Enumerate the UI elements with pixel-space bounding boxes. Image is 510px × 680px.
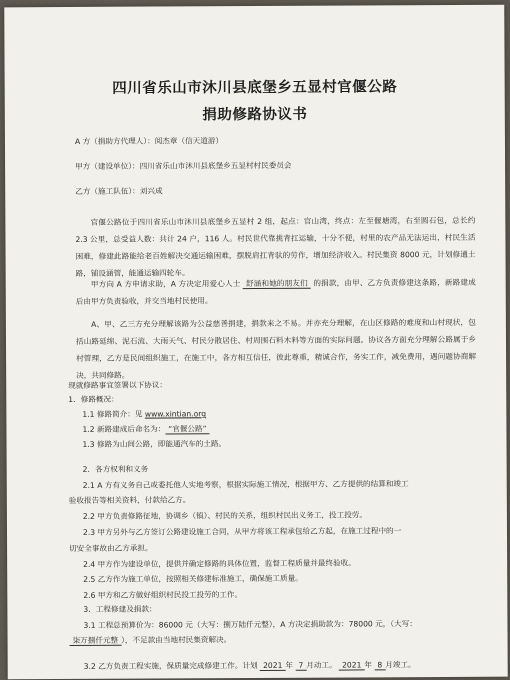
item-3-1-b-post: ），不足款由当地村民集资解决。 bbox=[121, 635, 232, 645]
item-2-6: 2.6 甲方和乙方做好组织村民投工投劳的工作。 bbox=[83, 590, 243, 600]
item-2-1-b: 验收报告等相关资料，付款给乙方。 bbox=[68, 495, 191, 505]
website-link[interactable]: www.xintian.org bbox=[144, 409, 207, 419]
para2-pre: 甲方向 A 方申请求助，A 方决定用爱心人士 bbox=[90, 279, 241, 289]
agreement-page bbox=[4, 5, 508, 680]
section1-heading: 1．修路概况： bbox=[68, 394, 119, 404]
donation-amount-words: 柒万捌仟元整 bbox=[70, 636, 122, 646]
item-2-3-a: 2.3 甲方另外与乙方签订公路建设施工合同，从甲方将该工程承包给乙方起，在施工过程中的一 bbox=[82, 526, 402, 537]
section2-heading: 2．各方权利和义务 bbox=[82, 464, 149, 474]
paragraph-understanding: A、甲、乙三方充分理解该路为公益慈善捐建，捐款来之不易。并亦充分理解，在山区修路的难度和山村现状，包括山路延绵、泥石流、大雨天气、村民分散居住、村周围石料木料等方面的实际问题。协议各方面充分理解公路属于乡村管理，乙方是民间组织施工，在施工中，各方相互信任，彼此尊重，精诚合作，务实工作，减免费用，遇问题协商解决，共同修路。 bbox=[75, 317, 477, 380]
item-2-4: 2.4 甲方作为建设单位，提供并确定修路的具体位置，监督工程质量并最终验收。 bbox=[83, 558, 356, 569]
doc-title-line1: 四川省乐山市沐川县底堡乡五显村官偃公路 bbox=[112, 79, 398, 97]
item-1-2-label: 1.2 新路建成后命名为： bbox=[82, 424, 166, 434]
item-1-1-label: 1.1 修路简介：见 bbox=[82, 409, 145, 419]
doc-title-line2: 捐助修路协议书 bbox=[202, 106, 308, 124]
item-2-1-a: 2.1 A 方有义务自己或委托他人实地考察，根据实际施工情况，根据甲方、乙方提供的结算和竣工 bbox=[82, 479, 409, 490]
item-1-3: 1.3 修路为山间公路，即能通汽车的土路。 bbox=[82, 439, 227, 449]
start-suffix: 月动工。 bbox=[306, 660, 337, 670]
road-name: “官偃公路” bbox=[165, 424, 209, 434]
item-3-1-a: 3.1 工程总预算价为：86000 元（大写：捌万陆仟元整），A 方决定捐助款为：78000 元，（大写： bbox=[83, 619, 417, 630]
end-month: 8 bbox=[374, 660, 385, 670]
item-3-2-label: 3.2 乙方负责工程实施，保质量完成修建工作。计划 bbox=[83, 660, 258, 671]
end-suffix: 月竣工。 bbox=[385, 660, 416, 670]
paragraph-request bbox=[76, 274, 476, 310]
item-1-1 bbox=[82, 409, 206, 420]
year-label-2: 年 bbox=[364, 660, 373, 670]
party-jia-line: 甲方（建设单位）：四川省乐山市沐川县底堡乡五显村村民委员会 bbox=[75, 160, 292, 171]
item-2-3-b: 切安全事故由乙方承担。 bbox=[69, 543, 153, 553]
paragraph-background: 官偃公路位于四川省乐山市沐川县底堡乡五显村 2 组，起点：官山湾，终点：左至偃塘湾，右至圆石包，总长约 2.3 公里，总受益人数：共计 24 户，116 人。村民世代靠挑背扛运输，十分不便，村里的农产品无法运出，村民生活困难，修建此路能给老百姓解决交通运输困难，摆脱肩扛背驮的劳作，增加经济收入。村民集资 8000 元，计划修通土路，铺设涵管，能通运输四轮车。 bbox=[75, 215, 476, 278]
intro-line: 现就修路事宜签署以下协议： bbox=[68, 380, 167, 390]
start-year: 2021 bbox=[260, 661, 285, 671]
item-3-1-b bbox=[70, 635, 232, 646]
party-a-line: A 方（捐助方代理人）：阅杰章（信天道游） bbox=[74, 136, 224, 146]
item-2-5: 2.5 乙方作为施工单位，按照相关修建标准施工，确保施工质量。 bbox=[83, 573, 303, 584]
end-year: 2021 bbox=[339, 660, 364, 670]
item-2-2: 2.2 甲方负责修路征地，协调乡（镇）、村民的关系，组织村民出义务工，投工投劳。 bbox=[82, 510, 367, 521]
party-yi-line: 乙方（施工队伍）：刘兴成 bbox=[75, 186, 163, 196]
start-month: 7 bbox=[295, 661, 306, 671]
item-1-2 bbox=[82, 424, 209, 435]
section3-heading: 3．工程修建及捐款： bbox=[83, 604, 157, 614]
item-3-2 bbox=[84, 660, 416, 672]
para2-post: 的捐款，由甲、乙方负责修建这条路，新路建成后由甲方负责验收，并交当地村民使用。 bbox=[75, 277, 476, 306]
donor-name: 舒涵和她的朋友们 bbox=[243, 279, 311, 289]
year-label-1: 年 bbox=[285, 660, 294, 670]
